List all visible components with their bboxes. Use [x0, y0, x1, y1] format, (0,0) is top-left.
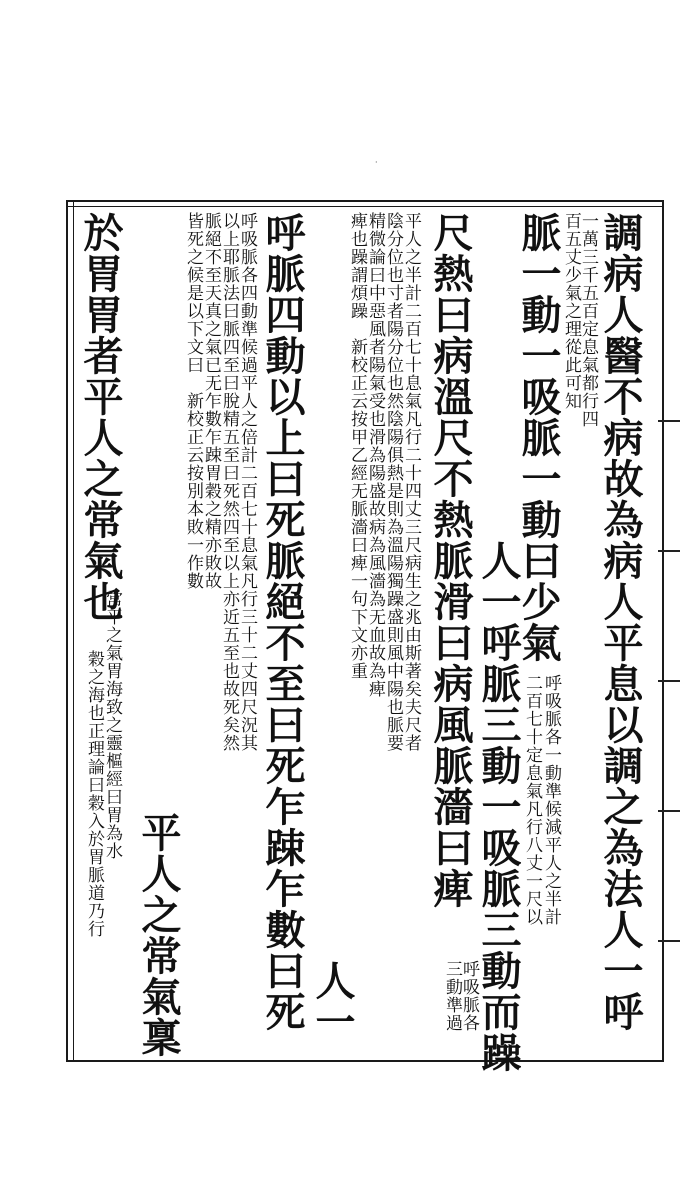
text-column: 呼脈四動以上曰死脈絕不至曰死乍踈乍數曰死: [259, 212, 306, 1032]
book-spine-edge: [656, 420, 696, 1060]
annotation-column: 脈絕不至天真之氣已无乍數乍踈胃穀之精亦敗故: [201, 212, 221, 590]
page-border-inner-top: [66, 206, 664, 207]
right-edge-fragment: [668, 1010, 696, 1040]
annotation-column: 精微論曰中惡風者陽氣受也滑為陽盛故病為風濇為无血故為痺: [365, 212, 385, 698]
annotation-column: 穀之海也正理論曰穀入於胃脈道乃行: [84, 650, 104, 938]
annotation-column: 二百七十定息氣凡行八丈一尺以: [522, 674, 542, 926]
text-column: 平人之常氣稟: [135, 812, 182, 1058]
annotation-column: 皆死之候是以下文曰 新校正云按別本敗一作數: [183, 212, 203, 590]
text-column: 尺熱曰病溫尺不熱脈滑曰病風脈濇曰痺: [427, 212, 474, 909]
text-column: 人一: [309, 960, 356, 1042]
annotation-column: 呼吸脈各: [459, 960, 479, 1032]
annotation-column: 呼吸脈各一動準候減平人之半計: [541, 674, 561, 926]
annotation-column: 陰分位也寸者陽分位也然陰陽俱熱是則為溫陽獨躁盛則風中陽也脈要: [383, 212, 403, 752]
page-border-inner-left: [73, 200, 74, 1062]
annotation-column: 三動準過: [442, 960, 462, 1032]
annotation-column: 痺也躁謂煩躁 新校正云按甲乙經无脈濇曰痺一句下文亦重: [347, 212, 367, 680]
text-column: 於胃胃者平人之常氣也: [77, 212, 124, 622]
text-column: 人一呼脈三動一吸脈三動而躁: [475, 540, 522, 1073]
annotation-column: 平人之半計二百七十息氣凡行二十四丈三尺病生之兆由斯著矣夫尺者: [401, 212, 421, 752]
text-column: 脈一動一吸脈一動曰少氣: [515, 212, 562, 663]
fold-mark: ·: [375, 158, 378, 167]
annotation-column: 以上耶脈法曰脈四至曰脫精五至曰死然四至以上亦近五至也故死矣然: [219, 212, 239, 752]
text-column: 調病人醫不病故為病人平息以調之為法人一呼: [597, 212, 644, 1032]
annotation-column: 呼吸脈各四動準候過平人之倍計二百七十息氣凡行三十二丈四尺況其: [237, 212, 257, 752]
annotation-column: 百五丈少氣之理從此可知: [561, 212, 581, 410]
annotation-column: 常平之氣胃海致之靈樞經曰胃為水: [102, 590, 122, 860]
annotation-column: 一萬三千五百定息氣都行四: [578, 212, 598, 428]
